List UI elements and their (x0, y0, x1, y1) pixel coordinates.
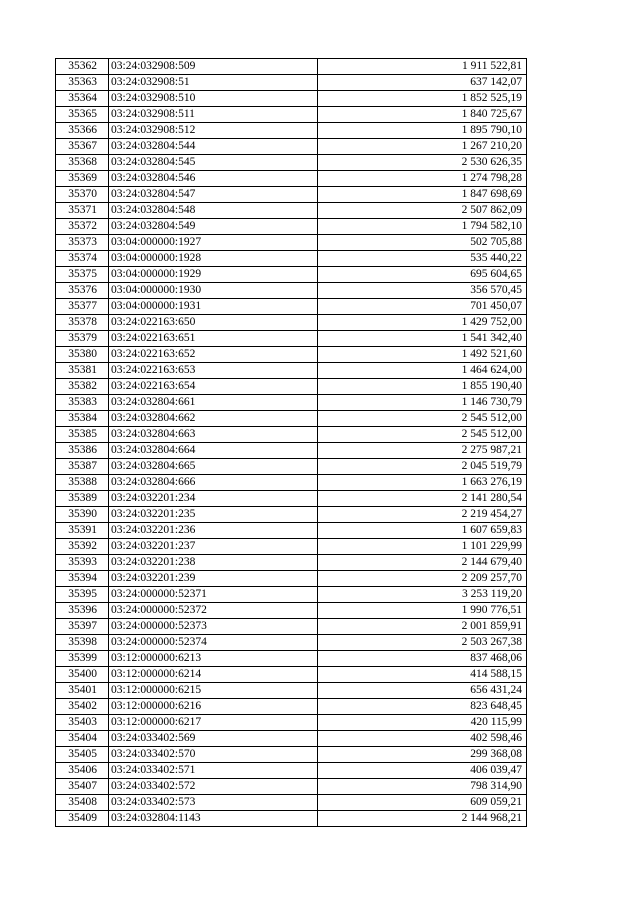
value-cell: 823 648,45 (318, 699, 527, 715)
value-cell: 1 663 276,19 (318, 475, 527, 491)
row-number-cell: 35395 (56, 587, 109, 603)
value-cell: 1 541 342,40 (318, 331, 527, 347)
value-cell: 1 429 752,00 (318, 315, 527, 331)
table-row (56, 59, 527, 75)
table-row (56, 235, 527, 251)
table-row (56, 91, 527, 107)
cadastral-number-cell: 03:24:032804:664 (109, 443, 318, 459)
table-row (56, 139, 527, 155)
row-number-cell: 35374 (56, 251, 109, 267)
value-cell: 1 911 522,81 (318, 59, 527, 75)
table-row (56, 203, 527, 219)
value-cell: 1 794 582,10 (318, 219, 527, 235)
cadastral-number-cell: 03:24:032908:512 (109, 123, 318, 139)
table-row (56, 315, 527, 331)
cadastral-number-cell: 03:12:000000:6216 (109, 699, 318, 715)
cadastral-number-cell: 03:24:032804:544 (109, 139, 318, 155)
row-number-cell: 35409 (56, 811, 109, 827)
cadastral-number-cell: 03:24:000000:52372 (109, 603, 318, 619)
row-number-cell: 35399 (56, 651, 109, 667)
value-cell: 1 607 659,83 (318, 523, 527, 539)
row-number-cell: 35379 (56, 331, 109, 347)
row-number-cell: 35367 (56, 139, 109, 155)
value-cell: 798 314,90 (318, 779, 527, 795)
row-number-cell: 35402 (56, 699, 109, 715)
value-cell: 1 492 521,60 (318, 347, 527, 363)
cadastral-number-cell: 03:24:022163:650 (109, 315, 318, 331)
row-number-cell: 35394 (56, 571, 109, 587)
value-cell: 2 144 968,21 (318, 811, 527, 827)
value-cell: 402 598,46 (318, 731, 527, 747)
table-row (56, 395, 527, 411)
table-row (56, 219, 527, 235)
value-cell: 1 464 624,00 (318, 363, 527, 379)
value-cell: 2 530 626,35 (318, 155, 527, 171)
row-number-cell: 35362 (56, 59, 109, 75)
table-row (56, 427, 527, 443)
value-cell: 414 588,15 (318, 667, 527, 683)
row-number-cell: 35397 (56, 619, 109, 635)
cadastral-number-cell: 03:24:032201:236 (109, 523, 318, 539)
table-row (56, 283, 527, 299)
cadastral-number-cell: 03:24:022163:651 (109, 331, 318, 347)
row-number-cell: 35405 (56, 747, 109, 763)
cadastral-number-cell: 03:04:000000:1930 (109, 283, 318, 299)
value-cell: 1 840 725,67 (318, 107, 527, 123)
row-number-cell: 35365 (56, 107, 109, 123)
table-row (56, 267, 527, 283)
row-number-cell: 35384 (56, 411, 109, 427)
row-number-cell: 35401 (56, 683, 109, 699)
cadastral-number-cell: 03:12:000000:6213 (109, 651, 318, 667)
value-cell: 406 039,47 (318, 763, 527, 779)
row-number-cell: 35400 (56, 667, 109, 683)
table-row (56, 715, 527, 731)
table-body (56, 59, 527, 827)
cadastral-number-cell: 03:04:000000:1929 (109, 267, 318, 283)
cadastral-number-cell: 03:24:032201:239 (109, 571, 318, 587)
value-cell: 299 368,08 (318, 747, 527, 763)
row-number-cell: 35366 (56, 123, 109, 139)
cadastral-number-cell: 03:24:033402:571 (109, 763, 318, 779)
row-number-cell: 35380 (56, 347, 109, 363)
row-number-cell: 35381 (56, 363, 109, 379)
table-row (56, 603, 527, 619)
value-cell: 1 990 776,51 (318, 603, 527, 619)
value-cell: 701 450,07 (318, 299, 527, 315)
row-number-cell: 35392 (56, 539, 109, 555)
cadastral-number-cell: 03:24:032804:546 (109, 171, 318, 187)
cadastral-number-cell: 03:24:032201:238 (109, 555, 318, 571)
value-cell: 2 045 519,79 (318, 459, 527, 475)
table-row (56, 507, 527, 523)
value-cell: 535 440,22 (318, 251, 527, 267)
cadastral-number-cell: 03:24:032908:511 (109, 107, 318, 123)
value-cell: 1 101 229,99 (318, 539, 527, 555)
cadastral-number-cell: 03:24:022163:652 (109, 347, 318, 363)
cadastral-number-cell: 03:24:033402:569 (109, 731, 318, 747)
cadastral-number-cell: 03:24:022163:654 (109, 379, 318, 395)
cadastral-number-cell: 03:24:032908:509 (109, 59, 318, 75)
value-cell: 2 545 512,00 (318, 411, 527, 427)
cadastral-number-cell: 03:12:000000:6214 (109, 667, 318, 683)
cadastral-number-cell: 03:04:000000:1927 (109, 235, 318, 251)
table-row (56, 651, 527, 667)
value-cell: 609 059,21 (318, 795, 527, 811)
table-row (56, 811, 527, 827)
cadastral-number-cell: 03:12:000000:6215 (109, 683, 318, 699)
table-row (56, 667, 527, 683)
table-row (56, 779, 527, 795)
row-number-cell: 35408 (56, 795, 109, 811)
cadastral-number-cell: 03:24:033402:572 (109, 779, 318, 795)
table-row (56, 619, 527, 635)
value-cell: 2 545 512,00 (318, 427, 527, 443)
row-number-cell: 35375 (56, 267, 109, 283)
table-row (56, 155, 527, 171)
cadastral-number-cell: 03:24:032804:549 (109, 219, 318, 235)
table-row (56, 747, 527, 763)
table-row (56, 187, 527, 203)
value-cell: 656 431,24 (318, 683, 527, 699)
cadastral-number-cell: 03:24:000000:52371 (109, 587, 318, 603)
row-number-cell: 35403 (56, 715, 109, 731)
row-number-cell: 35391 (56, 523, 109, 539)
value-cell: 3 253 119,20 (318, 587, 527, 603)
table-row (56, 571, 527, 587)
table-row (56, 411, 527, 427)
row-number-cell: 35389 (56, 491, 109, 507)
row-number-cell: 35388 (56, 475, 109, 491)
table-row (56, 587, 527, 603)
value-cell: 2 275 987,21 (318, 443, 527, 459)
row-number-cell: 35398 (56, 635, 109, 651)
value-cell: 2 144 679,40 (318, 555, 527, 571)
table-row (56, 763, 527, 779)
row-number-cell: 35385 (56, 427, 109, 443)
table-row (56, 299, 527, 315)
cadastral-number-cell: 03:24:032804:663 (109, 427, 318, 443)
value-cell: 420 115,99 (318, 715, 527, 731)
value-cell: 2 503 267,38 (318, 635, 527, 651)
value-cell: 1 146 730,79 (318, 395, 527, 411)
table-row (56, 107, 527, 123)
value-cell: 1 267 210,20 (318, 139, 527, 155)
row-number-cell: 35368 (56, 155, 109, 171)
table-row (56, 363, 527, 379)
data-table (55, 58, 527, 827)
cadastral-number-cell: 03:24:032201:234 (109, 491, 318, 507)
value-cell: 1 852 525,19 (318, 91, 527, 107)
row-number-cell: 35377 (56, 299, 109, 315)
cadastral-number-cell: 03:24:022163:653 (109, 363, 318, 379)
row-number-cell: 35363 (56, 75, 109, 91)
cadastral-number-cell: 03:24:032804:547 (109, 187, 318, 203)
table-row (56, 331, 527, 347)
value-cell: 2 209 257,70 (318, 571, 527, 587)
cadastral-number-cell: 03:24:032908:510 (109, 91, 318, 107)
table-row (56, 699, 527, 715)
row-number-cell: 35364 (56, 91, 109, 107)
row-number-cell: 35369 (56, 171, 109, 187)
value-cell: 356 570,45 (318, 283, 527, 299)
value-cell: 837 468,06 (318, 651, 527, 667)
cadastral-number-cell: 03:24:032804:545 (109, 155, 318, 171)
row-number-cell: 35376 (56, 283, 109, 299)
cadastral-number-cell: 03:24:000000:52373 (109, 619, 318, 635)
cadastral-number-cell: 03:12:000000:6217 (109, 715, 318, 731)
table-row (56, 539, 527, 555)
row-number-cell: 35406 (56, 763, 109, 779)
row-number-cell: 35386 (56, 443, 109, 459)
cadastral-number-cell: 03:24:032804:666 (109, 475, 318, 491)
value-cell: 2 001 859,91 (318, 619, 527, 635)
cadastral-number-cell: 03:24:032804:1143 (109, 811, 318, 827)
value-cell: 1 847 698,69 (318, 187, 527, 203)
cadastral-number-cell: 03:24:033402:570 (109, 747, 318, 763)
table-row (56, 555, 527, 571)
row-number-cell: 35373 (56, 235, 109, 251)
cadastral-number-cell: 03:24:032201:235 (109, 507, 318, 523)
cadastral-number-cell: 03:24:032804:661 (109, 395, 318, 411)
table-row (56, 523, 527, 539)
value-cell: 1 855 190,40 (318, 379, 527, 395)
value-cell: 637 142,07 (318, 75, 527, 91)
table-row (56, 459, 527, 475)
row-number-cell: 35404 (56, 731, 109, 747)
value-cell: 2 141 280,54 (318, 491, 527, 507)
cadastral-number-cell: 03:24:032908:51 (109, 75, 318, 91)
table-row (56, 443, 527, 459)
cadastral-number-cell: 03:04:000000:1931 (109, 299, 318, 315)
cadastral-number-cell: 03:24:032804:662 (109, 411, 318, 427)
row-number-cell: 35407 (56, 779, 109, 795)
table-row (56, 347, 527, 363)
cadastral-number-cell: 03:24:032804:548 (109, 203, 318, 219)
cadastral-number-cell: 03:04:000000:1928 (109, 251, 318, 267)
cadastral-number-cell: 03:24:032201:237 (109, 539, 318, 555)
table-row (56, 475, 527, 491)
table-row (56, 123, 527, 139)
value-cell: 1 274 798,28 (318, 171, 527, 187)
table-row (56, 731, 527, 747)
table-row (56, 251, 527, 267)
table-row (56, 635, 527, 651)
table-row (56, 75, 527, 91)
table-row (56, 379, 527, 395)
row-number-cell: 35383 (56, 395, 109, 411)
value-cell: 2 507 862,09 (318, 203, 527, 219)
row-number-cell: 35396 (56, 603, 109, 619)
value-cell: 2 219 454,27 (318, 507, 527, 523)
row-number-cell: 35387 (56, 459, 109, 475)
value-cell: 502 705,88 (318, 235, 527, 251)
table-row (56, 171, 527, 187)
value-cell: 695 604,65 (318, 267, 527, 283)
row-number-cell: 35393 (56, 555, 109, 571)
cadastral-number-cell: 03:24:033402:573 (109, 795, 318, 811)
row-number-cell: 35378 (56, 315, 109, 331)
cadastral-number-cell: 03:24:032804:665 (109, 459, 318, 475)
row-number-cell: 35371 (56, 203, 109, 219)
row-number-cell: 35382 (56, 379, 109, 395)
row-number-cell: 35390 (56, 507, 109, 523)
table-row (56, 795, 527, 811)
row-number-cell: 35372 (56, 219, 109, 235)
cadastral-number-cell: 03:24:000000:52374 (109, 635, 318, 651)
row-number-cell: 35370 (56, 187, 109, 203)
value-cell: 1 895 790,10 (318, 123, 527, 139)
table-row (56, 491, 527, 507)
table-row (56, 683, 527, 699)
